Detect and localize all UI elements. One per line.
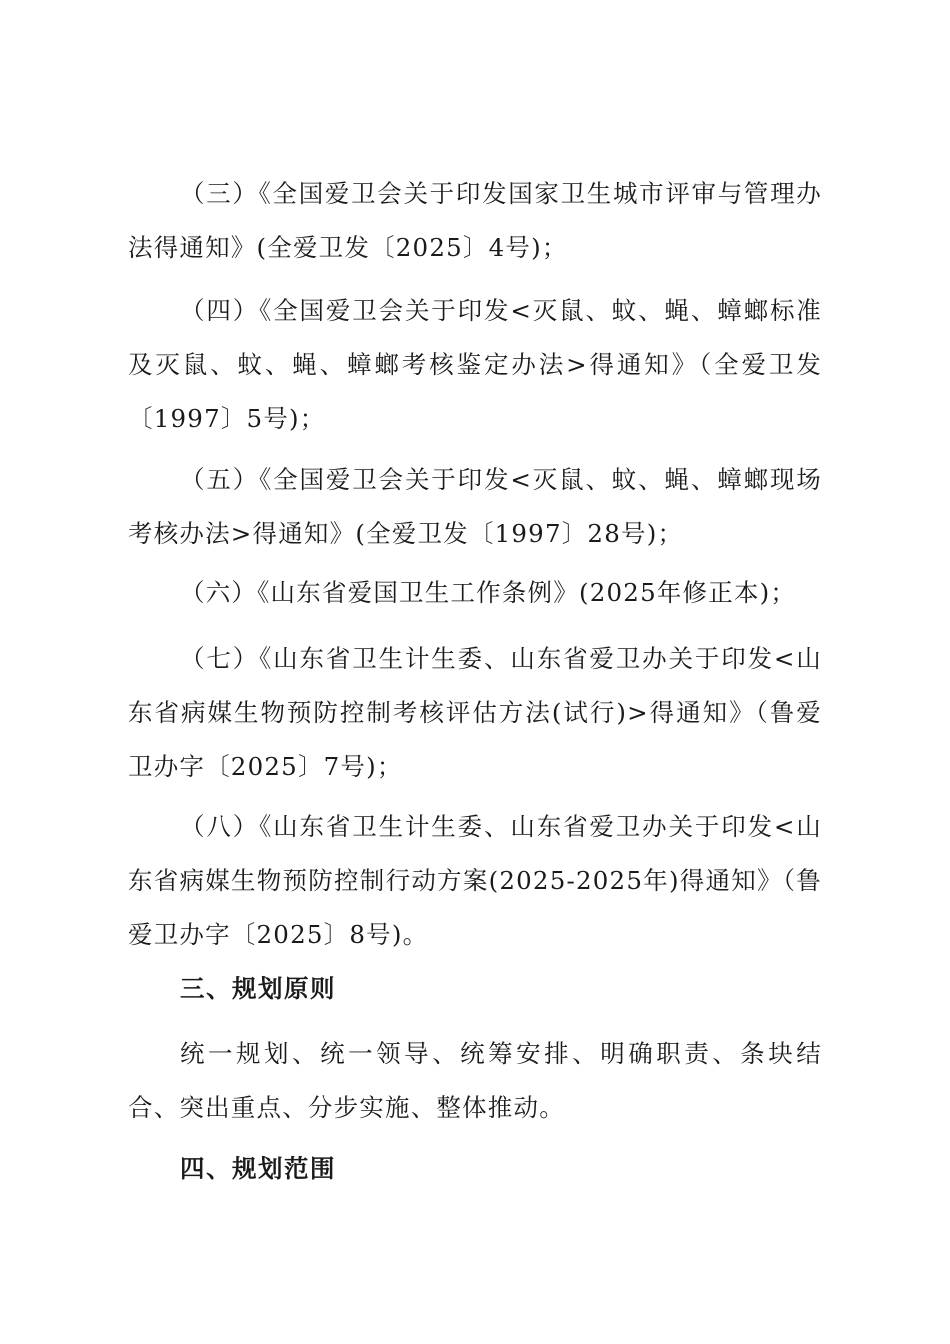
- section-body-principles: 统一规划、统一领导、统筹安排、明确职责、条块结合、突出重点、分步实施、整体推动。: [128, 1039, 822, 1122]
- section-heading-principles: 三、规划原则: [180, 974, 336, 1003]
- list-item-4: （四）《全国爱卫会关于印发<灭鼠、蚊、蝇、蟑螂标准及灭鼠、蚊、蝇、蟑螂考核鉴定办法>得通知》（全爱卫发〔1997〕5号)；: [128, 296, 822, 433]
- list-item-5: （五）《全国爱卫会关于印发<灭鼠、蚊、蝇、蟑螂现场考核办法>得通知》(全爱卫发〔1997〕28号)；: [128, 465, 822, 548]
- list-item-7: （七）《山东省卫生计生委、山东省爱卫办关于印发<山东省病媒生物预防控制考核评估方法(试行)>得通知》（鲁爱卫办字〔2025〕7号)；: [128, 644, 822, 781]
- list-item-6: （六）《山东省爱国卫生工作条例》(2025年修正本)；: [180, 578, 797, 607]
- list-item-3: （三）《全国爱卫会关于印发国家卫生城市评审与管理办法得通知》(全爱卫发〔2025〕4号)；: [128, 179, 822, 262]
- list-item-8: （八）《山东省卫生计生委、山东省爱卫办关于印发<山东省病媒生物预防控制行动方案(2025-2025年)得通知》（鲁爱卫办字〔2025〕8号)。: [128, 812, 822, 949]
- section-heading-scope: 四、规划范围: [180, 1154, 336, 1183]
